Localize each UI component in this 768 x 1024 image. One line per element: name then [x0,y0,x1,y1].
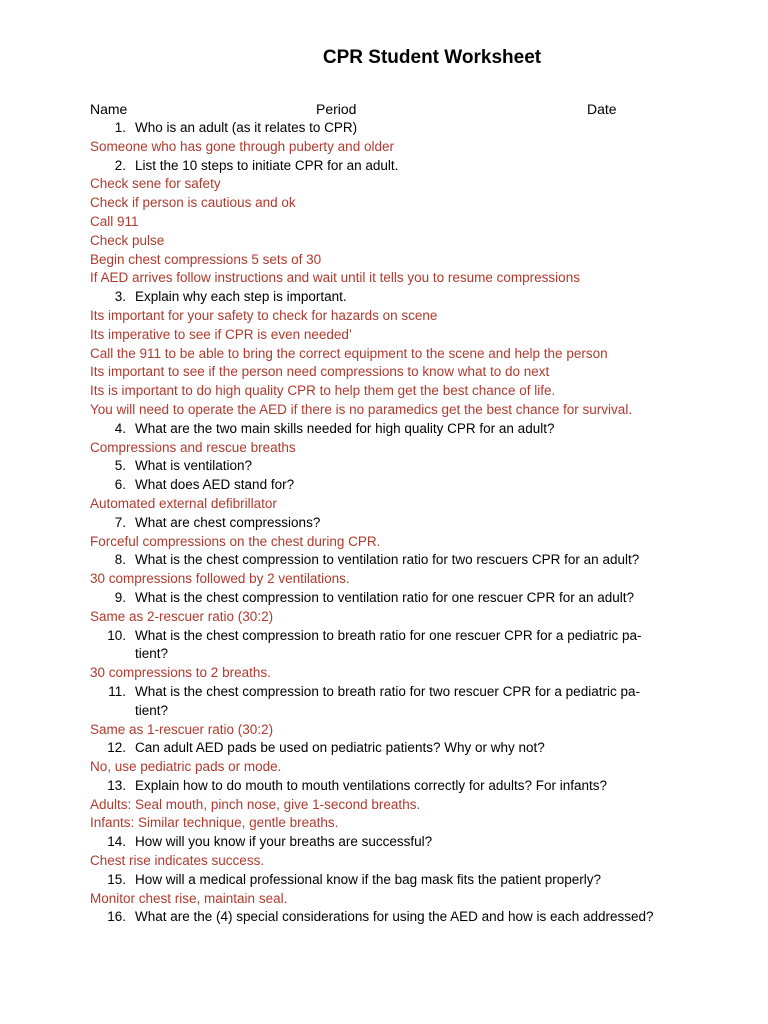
question-item [90,683,710,702]
question-number: 15. [107,871,126,887]
question-item [90,908,710,927]
question-number: 16. [107,909,126,925]
question-text: How will you know if your breaths are successful? [135,834,433,850]
question-text: Explain how to do mouth to mouth ventilations correctly for adults? For infants? [135,777,607,793]
question-text: What is the chest compression to breath ratio for one rescuer CPR for a pediatric pa- [135,627,642,643]
answer-text: 30 compressions to 2 breaths. [90,665,271,681]
question-text-continued: tient? [135,646,169,662]
question-text: What are the two main skills needed for high quality CPR for an adult? [135,420,555,436]
answer-text: Someone who has gone through puberty and older [90,138,394,154]
page-title: CPR Student Worksheet [322,47,542,68]
answer-text: Compressions and rescue breaths [90,439,296,455]
question-number: 8. [114,552,126,568]
question-number: 4. [114,420,126,436]
question-item [90,157,710,176]
question-text: How will a medical professional know if the bag mask fits the patient properly? [135,871,601,887]
answer-text: Its important for your safety to check for hazards on scene [90,307,438,323]
answer-text: Call the 911 to be able to bring the correct equipment to the scene and help the person [90,345,608,361]
question-number: 12. [107,740,126,756]
answer-text: Chest rise indicates success. [90,853,265,869]
answer-text: Check pulse [90,232,165,248]
question-number: 7. [114,514,126,530]
question-number: 5. [114,458,126,474]
question-item [90,871,710,890]
answer-text: Adults: Seal mouth, pinch nose, give 1-second breaths. [90,796,421,812]
question-item [90,627,710,646]
question-text: What is the chest compression to ventilation ratio for two rescuers CPR for an adult? [135,552,640,568]
answer-text: 30 compressions followed by 2 ventilations. [90,571,350,587]
answer-text: Its imperative to see if CPR is even needed’ [90,326,352,342]
worksheet-content [90,119,710,927]
question-item [90,739,710,758]
question-number: 2. [114,157,126,173]
question-number: 14. [107,834,126,850]
answer-text: Check if person is cautious and ok [90,195,296,211]
question-text: What are the (4) special considerations for using the AED and how is each addressed? [135,909,654,925]
question-item [90,514,710,533]
answer-text: Check sene for safety [90,176,221,192]
answer-text: Its is important to do high quality CPR to help them get the best chance of life. [90,383,556,399]
answer-text: Automated external defibrillator [90,495,277,511]
question-text: Can adult AED pads be used on pediatric patients? Why or why not? [135,740,545,756]
question-text: List the 10 steps to initiate CPR for an adult. [135,157,399,173]
question-number: 3. [114,289,126,305]
question-item [90,288,710,307]
question-text: Explain why each step is important. [135,289,347,305]
question-item [90,551,710,570]
question-text: What is ventilation? [135,458,253,474]
answer-text: Same as 2-rescuer ratio (30:2) [90,608,274,624]
answer-text: If AED arrives follow instructions and wait until it tells you to resume compressions [90,270,580,286]
question-item [90,457,710,476]
answer-text: Monitor chest rise, maintain seal. [90,890,288,906]
answer-text: Same as 1-rescuer ratio (30:2) [90,721,274,737]
date-label: Date [587,101,617,117]
name-label: Name [90,101,128,117]
answer-text: Infants: Similar technique, gentle breaths. [90,815,339,831]
answer-text: Forceful compressions on the chest during CPR. [90,533,381,549]
question-text: What is the chest compression to ventilation ratio for one rescuer CPR for an adult? [135,589,634,605]
question-number: 10. [107,627,126,643]
question-text: What does AED stand for? [135,477,295,493]
answer-text: You will need to operate the AED if there is no paramedics get the best chance for survival. [90,401,633,417]
question-item [90,777,710,796]
question-item [90,833,710,852]
question-item [90,589,710,608]
question-text-continued: tient? [135,702,169,718]
question-text: Who is an adult (as it relates to CPR) [135,120,358,135]
question-item [90,119,710,138]
question-number: 1. [114,120,126,135]
period-label: Period [316,101,357,117]
question-number: 13. [107,777,126,793]
answer-text: Begin chest compressions 5 sets of 30 [90,251,322,267]
answer-text: No, use pediatric pads or mode. [90,759,282,775]
question-text: What are chest compressions? [135,514,321,530]
question-number: 9. [114,589,126,605]
answer-text: Call 911 [90,213,139,229]
question-item [90,420,710,439]
question-number: 11. [108,683,126,699]
question-text: What is the chest compression to breath ratio for two rescuer CPR for a pediatric pa- [135,683,640,699]
question-item [90,476,710,495]
question-number: 6. [114,477,126,493]
answer-text: Its important to see if the person need compressions to know what to do next [90,364,550,380]
